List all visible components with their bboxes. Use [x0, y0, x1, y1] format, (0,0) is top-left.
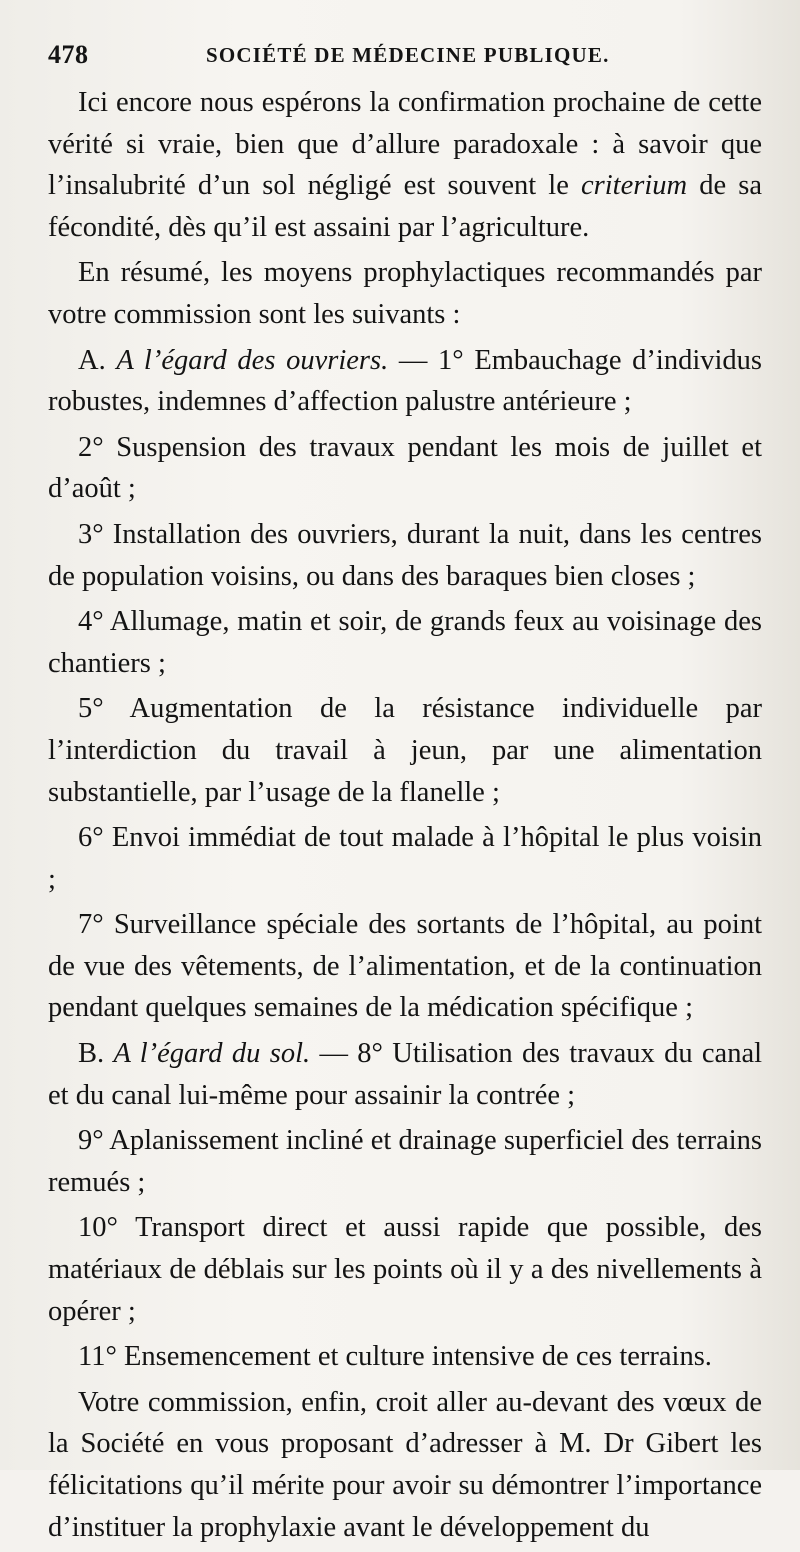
body-text [48, 82, 762, 1552]
text-run: 10° Transport direct et aussi rapide que possible, des matériaux de déblais sur les points où il y a des nivellements à opérer ; [48, 1212, 762, 1327]
text-run: 3° Installation des ouvriers, durant la nuit, dans les centres de population voisins, ou dans des baraques bien closes ; [48, 518, 762, 592]
italic-run: A l’égard des ouvriers. [116, 344, 389, 376]
paragraph-p4 [48, 427, 762, 510]
paragraph-p7 [48, 688, 762, 813]
paragraph-p10 [48, 1033, 762, 1116]
paragraph-p9 [48, 904, 762, 1029]
paragraph-p8 [48, 817, 762, 900]
paragraph-p2 [48, 252, 762, 335]
paragraph-p5 [48, 514, 762, 597]
text-run: 4° Allumage, matin et soir, de grands feux au voisinage des chantiers ; [48, 606, 762, 679]
paragraph-p11 [48, 1120, 762, 1203]
paragraph-p14 [48, 1382, 762, 1548]
paragraph-p6 [48, 601, 762, 684]
text-run: 6° Envoi immédiat de tout malade à l’hôpital le plus voisin ; [48, 822, 762, 895]
page-header [48, 40, 768, 74]
italic-run: A l’égard du sol. [113, 1038, 311, 1070]
text-run: A. [78, 344, 117, 376]
paragraph-p3 [48, 340, 762, 423]
text-run: B. [78, 1038, 114, 1070]
text-run: En résumé, les moyens prophylactiques recommandés par votre commission sont les suivants : [48, 257, 762, 330]
text-run: 11° Ensemencement et culture intensive de ces terrains. [78, 1341, 712, 1373]
italic-run: criterium [581, 170, 688, 202]
paragraph-p1 [48, 82, 762, 248]
text-run: 5° Augmentation de la résistance individuelle par l’interdiction du travail à jeun, par une alimentation substantielle, par l’usage de la flanelle ; [48, 693, 762, 808]
paragraph-p12 [48, 1207, 762, 1332]
text-run: de sa fécondité, dès qu’il est assaini par l’agriculture. [48, 170, 763, 243]
text-run: 7° Surveillance spéciale des sortants de l’hôpital, au point de vue des vêtements, de l’alimentation, et de la continuation pendant quelques semaines de la médication spécifique ; [48, 909, 762, 1024]
text-run: Votre commission, enfin, croit aller au-devant des vœux de la Société en vous proposant d’adresser à M. Dr Gibert les félicitations qu’il mérite pour avoir su démontrer l’importance d’instituer la prophylaxie avant le développement du [48, 1386, 762, 1543]
running-title: SOCIÉTÉ DE MÉDECINE PUBLIQUE. [206, 43, 610, 67]
text-run: 2° Suspension des travaux pendant les mois de juillet et d’août ; [48, 431, 762, 505]
text-run: 9° Aplanissement incliné et drainage superficiel des terrains remués ; [48, 1125, 762, 1198]
text-run: — 8° Utilisation des travaux du canal et du canal lui-même pour assainir la contrée ; [48, 1038, 763, 1111]
text-run: Ici encore nous espérons la confirmation prochaine de cette vérité si vraie, bien que d’allure paradoxale : à savoir que l’insalubrité d’un sol négligé est souvent le [48, 87, 762, 202]
text-run: — 1° Embauchage d’individus robustes, indemnes d’affection palustre antérieure ; [48, 344, 762, 418]
paragraph-p13 [48, 1336, 762, 1378]
page-number: 478 [48, 40, 89, 69]
